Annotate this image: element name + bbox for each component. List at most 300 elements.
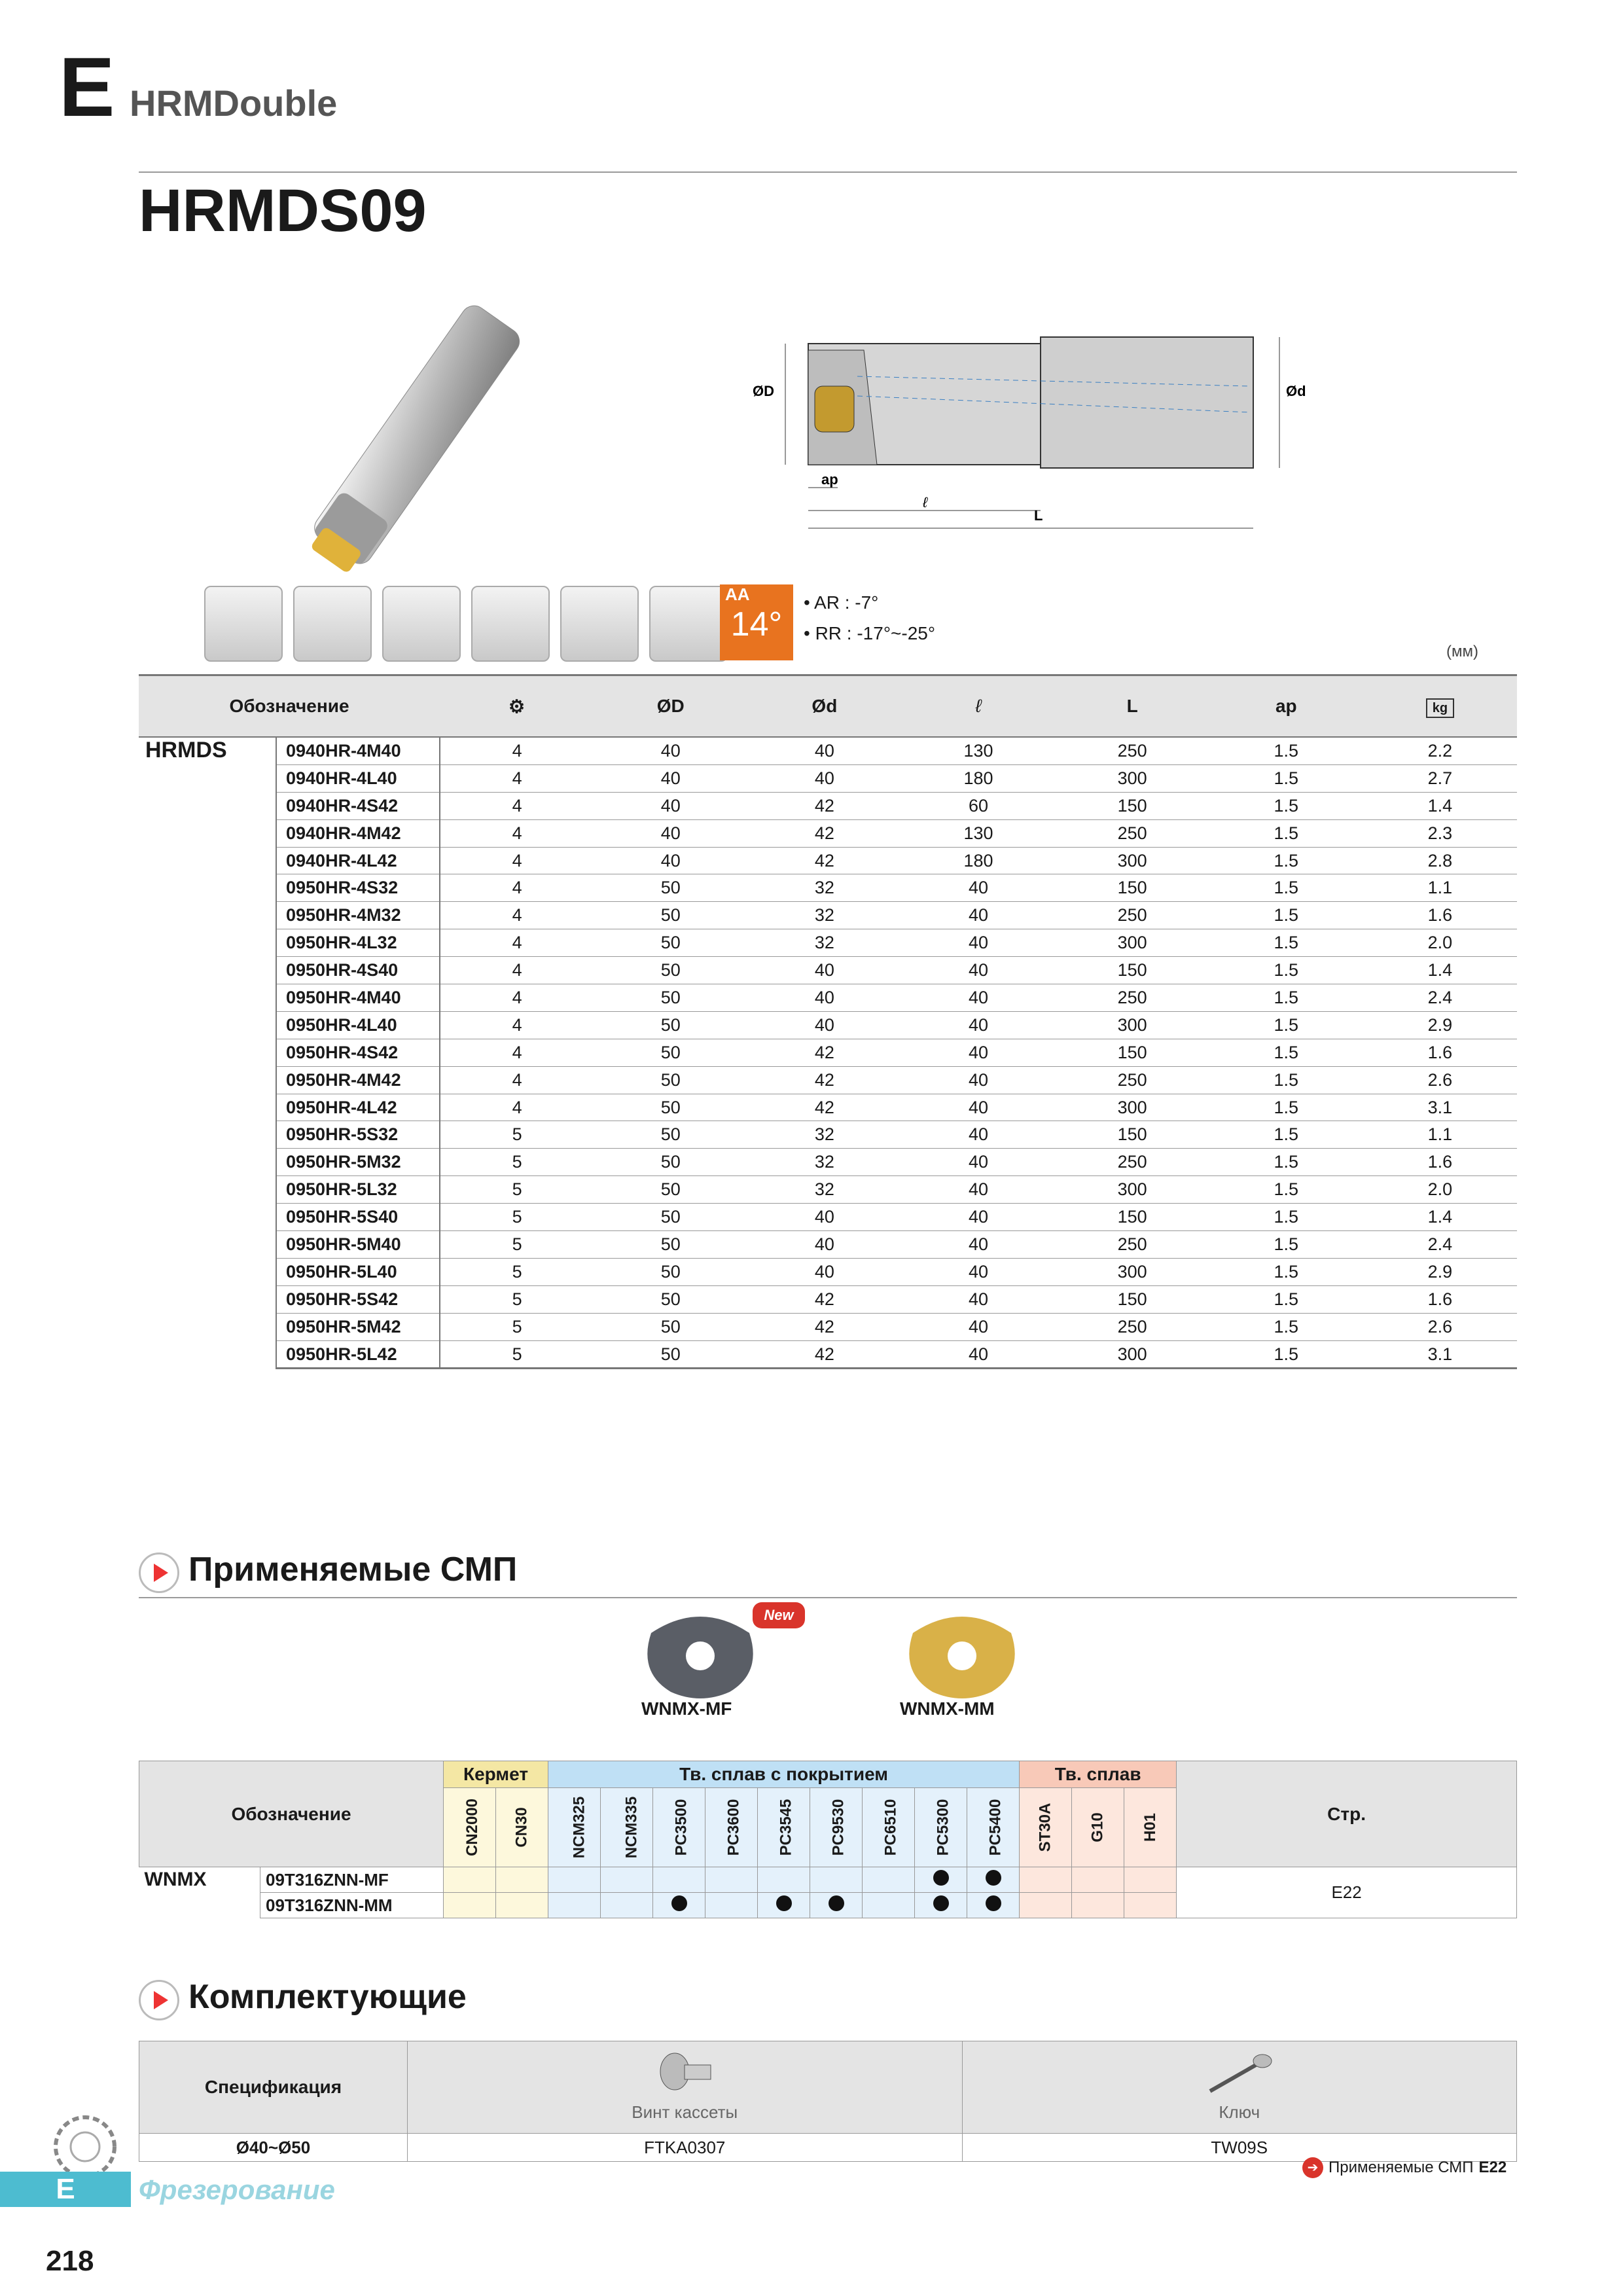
value-cell: 32 <box>747 929 901 957</box>
value-cell: 4 <box>440 819 594 847</box>
weight-icon: kg <box>1426 698 1454 718</box>
designation-cell: 0940HR-4L42 <box>276 847 440 874</box>
table-row <box>139 1121 1517 1149</box>
insert-series-cell: WNMX <box>144 1869 207 1891</box>
value-cell: 2.8 <box>1363 847 1517 874</box>
value-cell: 50 <box>594 874 747 902</box>
table-row <box>139 1285 1517 1313</box>
value-cell: 1.5 <box>1209 1149 1363 1176</box>
availability-dot-icon <box>986 1895 1001 1911</box>
ar-angle: • AR : -7° <box>804 592 879 613</box>
value-cell: 1.4 <box>1363 957 1517 984</box>
grade-cell <box>444 1893 496 1918</box>
insert-row <box>139 1867 1517 1893</box>
value-cell: 250 <box>1056 737 1209 764</box>
value-cell: 50 <box>594 1285 747 1313</box>
value-cell: 2.9 <box>1363 1011 1517 1039</box>
value-cell: 1.1 <box>1363 1121 1517 1149</box>
table-row <box>139 929 1517 957</box>
value-cell: 40 <box>901 1258 1055 1285</box>
value-cell: 32 <box>747 1176 901 1204</box>
value-cell: 4 <box>440 1094 594 1121</box>
value-cell: 40 <box>901 1176 1055 1204</box>
value-cell: 42 <box>747 1340 901 1369</box>
pocket-milling-icon <box>471 586 550 662</box>
grade-cell <box>967 1893 1020 1918</box>
designation-cell: 0950HR-5M32 <box>276 1149 440 1176</box>
value-cell: 250 <box>1056 1313 1209 1340</box>
col-L: L <box>1056 675 1209 738</box>
carbide-header: Тв. сплав <box>1020 1761 1177 1788</box>
value-cell: 150 <box>1056 1121 1209 1149</box>
value-cell: 4 <box>440 957 594 984</box>
model-title: HRMDS09 <box>139 177 427 244</box>
screw-cell: FTKA0307 <box>408 2134 963 2162</box>
designation-cell: 0950HR-5S42 <box>276 1285 440 1313</box>
screw-header <box>408 2041 963 2134</box>
value-cell: 1.5 <box>1209 1231 1363 1259</box>
table-row <box>139 737 1517 764</box>
designation-cell: 0940HR-4M40 <box>276 737 440 764</box>
coated-header: Тв. сплав с покрытием <box>548 1761 1020 1788</box>
value-cell: 40 <box>901 1204 1055 1231</box>
value-cell: 50 <box>594 957 747 984</box>
grade-cell <box>863 1893 915 1918</box>
value-cell: 150 <box>1056 1204 1209 1231</box>
footer-ref[interactable] <box>1302 2157 1507 2178</box>
insert-mm-label: WNMX-MM <box>900 1698 995 1719</box>
designation-cell: 0950HR-5M42 <box>276 1313 440 1340</box>
value-cell: 1.1 <box>1363 874 1517 902</box>
value-cell: 32 <box>747 1121 901 1149</box>
grade-header <box>810 1788 863 1867</box>
value-cell: 5 <box>440 1313 594 1340</box>
designation-cell: 0950HR-5L42 <box>276 1340 440 1369</box>
grade-label: PC5400 <box>986 1799 1005 1856</box>
availability-dot-icon <box>933 1895 949 1911</box>
value-cell: 2.0 <box>1363 929 1517 957</box>
tool-photo <box>249 288 589 576</box>
screw-label: Винт кассеты <box>632 2102 738 2122</box>
value-cell: 40 <box>901 929 1055 957</box>
value-cell: 40 <box>901 984 1055 1012</box>
value-cell: 5 <box>440 1258 594 1285</box>
value-cell: 4 <box>440 847 594 874</box>
value-cell: 5 <box>440 1231 594 1259</box>
value-cell: 50 <box>594 1149 747 1176</box>
value-cell: 4 <box>440 902 594 929</box>
grade-header <box>967 1788 1020 1867</box>
designation-cell: 0950HR-4L40 <box>276 1011 440 1039</box>
value-cell: 50 <box>594 1204 747 1231</box>
value-cell: 300 <box>1056 764 1209 792</box>
value-cell: 2.3 <box>1363 819 1517 847</box>
inserts-title: Применяемые СМП <box>188 1551 518 1588</box>
col-d: Ød <box>747 675 901 738</box>
value-cell: 40 <box>901 1231 1055 1259</box>
value-cell: 300 <box>1056 929 1209 957</box>
value-cell: 50 <box>594 1231 747 1259</box>
rr-angle: • RR : -17°~-25° <box>804 623 936 643</box>
table-row <box>139 1149 1517 1176</box>
value-cell: 42 <box>747 819 901 847</box>
aa-angle: 14° <box>730 605 783 643</box>
designation-cell: 0950HR-4L42 <box>276 1094 440 1121</box>
value-cell: 40 <box>901 1066 1055 1094</box>
feature-icons <box>204 586 728 662</box>
col-od: ØD <box>594 675 747 738</box>
grade-header <box>758 1788 810 1867</box>
grade-cell <box>705 1893 758 1918</box>
value-cell: 42 <box>747 847 901 874</box>
value-cell: 1.5 <box>1209 737 1363 764</box>
designation-cell: 0940HR-4L40 <box>276 764 440 792</box>
value-cell: 250 <box>1056 1231 1209 1259</box>
grade-header <box>548 1788 601 1867</box>
col-l: ℓ <box>901 675 1055 738</box>
key-cell: TW09S <box>962 2134 1517 2162</box>
grade-header <box>915 1788 967 1867</box>
designation-cell: 0940HR-4M42 <box>276 819 440 847</box>
value-cell: 42 <box>747 1285 901 1313</box>
label-od: ØD <box>753 383 774 399</box>
value-cell: 3.1 <box>1363 1340 1517 1369</box>
grade-label: PC3545 <box>777 1799 795 1856</box>
grade-header <box>444 1788 496 1867</box>
key-header <box>962 2041 1517 2134</box>
grade-cell <box>653 1893 705 1918</box>
value-cell: 1.5 <box>1209 1039 1363 1066</box>
designation-cell: 0950HR-5L32 <box>276 1176 440 1204</box>
value-cell: 2.4 <box>1363 984 1517 1012</box>
grade-cell <box>653 1867 705 1893</box>
key-label: Ключ <box>1219 2102 1260 2122</box>
grade-cell <box>1020 1867 1072 1893</box>
grade-label: PC6510 <box>882 1799 900 1856</box>
grade-header <box>653 1788 705 1867</box>
table-row <box>139 1011 1517 1039</box>
value-cell: 40 <box>901 1039 1055 1066</box>
value-cell: 1.5 <box>1209 929 1363 957</box>
grade-cell <box>496 1893 548 1918</box>
grade-cell <box>1020 1893 1072 1918</box>
value-cell: 1.5 <box>1209 902 1363 929</box>
designation-cell: 0950HR-5M40 <box>276 1231 440 1259</box>
table-row <box>139 1258 1517 1285</box>
grade-cell <box>967 1867 1020 1893</box>
value-cell: 1.5 <box>1209 819 1363 847</box>
value-cell: 1.5 <box>1209 1121 1363 1149</box>
value-cell: 32 <box>747 902 901 929</box>
col-teeth <box>440 675 594 738</box>
value-cell: 42 <box>747 1066 901 1094</box>
value-cell: 40 <box>901 1094 1055 1121</box>
value-cell: 1.5 <box>1209 1066 1363 1094</box>
value-cell: 40 <box>747 957 901 984</box>
value-cell: 4 <box>440 1011 594 1039</box>
value-cell: 2.7 <box>1363 764 1517 792</box>
value-cell: 1.5 <box>1209 1011 1363 1039</box>
value-cell: 180 <box>901 764 1055 792</box>
value-cell: 1.6 <box>1363 902 1517 929</box>
value-cell: 4 <box>440 1039 594 1066</box>
value-cell: 1.6 <box>1363 1285 1517 1313</box>
value-cell: 40 <box>594 737 747 764</box>
value-cell: 40 <box>901 1011 1055 1039</box>
grade-label: PC3600 <box>724 1799 743 1856</box>
grade-header <box>1124 1788 1177 1867</box>
new-badge: New <box>753 1602 805 1628</box>
table-row <box>139 847 1517 874</box>
grade-label: PC5300 <box>934 1799 952 1856</box>
grade-label: PC3500 <box>672 1799 690 1856</box>
value-cell: 40 <box>747 1204 901 1231</box>
availability-dot-icon <box>829 1895 844 1911</box>
value-cell: 40 <box>901 1285 1055 1313</box>
value-cell: 40 <box>901 902 1055 929</box>
page-ref-cell[interactable]: E22 <box>1177 1867 1517 1918</box>
value-cell: 32 <box>747 874 901 902</box>
footer-ref-text: Применяемые СМП <box>1329 2159 1474 2176</box>
value-cell: 250 <box>1056 902 1209 929</box>
designation-cell: 0950HR-5L40 <box>276 1258 440 1285</box>
value-cell: 300 <box>1056 1258 1209 1285</box>
designation-cell: 0950HR-4M32 <box>276 902 440 929</box>
col-weight <box>1363 675 1517 738</box>
screw-icon <box>655 2052 714 2098</box>
grade-cell <box>601 1867 653 1893</box>
value-cell: 150 <box>1056 1285 1209 1313</box>
value-cell: 2.2 <box>1363 737 1517 764</box>
table-row <box>139 984 1517 1012</box>
insert-code-cell: 09T316ZNN-MF <box>260 1867 444 1893</box>
grade-cell <box>496 1867 548 1893</box>
col-ap: ap <box>1209 675 1363 738</box>
table-row <box>139 1231 1517 1259</box>
value-cell: 40 <box>594 819 747 847</box>
section-play-icon-2 <box>139 1980 179 2020</box>
table-row <box>139 1039 1517 1066</box>
spec-header: Спецификация <box>139 2041 408 2134</box>
value-cell: 4 <box>440 929 594 957</box>
value-cell: 42 <box>747 1313 901 1340</box>
value-cell: 250 <box>1056 984 1209 1012</box>
grade-label: NCM325 <box>570 1796 588 1859</box>
value-cell: 4 <box>440 1066 594 1094</box>
value-cell: 1.5 <box>1209 1176 1363 1204</box>
designation-cell: 0950HR-4S42 <box>276 1039 440 1066</box>
insert-mf-label: WNMX-MF <box>641 1698 732 1719</box>
value-cell: 50 <box>594 1066 747 1094</box>
value-cell: 40 <box>901 874 1055 902</box>
grade-header <box>863 1788 915 1867</box>
value-cell: 4 <box>440 764 594 792</box>
grade-header <box>496 1788 548 1867</box>
table-row <box>139 1094 1517 1121</box>
value-cell: 50 <box>594 929 747 957</box>
value-cell: 300 <box>1056 847 1209 874</box>
face-milling-icon <box>204 586 283 662</box>
value-cell: 40 <box>747 737 901 764</box>
grade-label: CN30 <box>512 1807 531 1848</box>
designation-cell: 0950HR-4S32 <box>276 874 440 902</box>
teeth-icon: ⚙ <box>508 696 526 717</box>
value-cell: 40 <box>901 957 1055 984</box>
grade-header <box>1020 1788 1072 1867</box>
value-cell: 50 <box>594 902 747 929</box>
grade-cell <box>1072 1867 1124 1893</box>
designation-cell: 0950HR-4M42 <box>276 1066 440 1094</box>
value-cell: 1.5 <box>1209 1285 1363 1313</box>
label-d: Ød <box>1286 383 1306 399</box>
grade-label: PC9530 <box>829 1799 847 1856</box>
value-cell: 5 <box>440 1285 594 1313</box>
label-ap: ap <box>821 471 838 488</box>
grade-cell <box>915 1893 967 1918</box>
grade-cell <box>1124 1893 1177 1918</box>
value-cell: 150 <box>1056 957 1209 984</box>
slot-milling-icon <box>382 586 461 662</box>
value-cell: 42 <box>747 792 901 819</box>
section-letter: E <box>59 41 115 134</box>
value-cell: 150 <box>1056 1039 1209 1066</box>
grade-cell <box>548 1893 601 1918</box>
value-cell: 1.5 <box>1209 764 1363 792</box>
label-L: L <box>1034 507 1043 524</box>
inserts-rule <box>139 1597 1517 1598</box>
designation-cell: 0950HR-5S40 <box>276 1204 440 1231</box>
value-cell: 250 <box>1056 819 1209 847</box>
value-cell: 300 <box>1056 1011 1209 1039</box>
grade-cell <box>758 1867 810 1893</box>
col-designation: Обозначение <box>139 675 440 738</box>
table-row <box>139 874 1517 902</box>
value-cell: 40 <box>594 847 747 874</box>
value-cell: 40 <box>747 1231 901 1259</box>
value-cell: 2.0 <box>1363 1176 1517 1204</box>
grade-cell <box>705 1867 758 1893</box>
cermet-header: Кермет <box>444 1761 548 1788</box>
footer-section: Фрезерование <box>139 2174 335 2205</box>
profile-milling-icon <box>560 586 639 662</box>
aa-label: AA <box>725 584 750 604</box>
designation-cell: 0950HR-5S32 <box>276 1121 440 1149</box>
value-cell: 40 <box>901 1340 1055 1369</box>
grade-cell <box>863 1867 915 1893</box>
availability-dot-icon <box>776 1895 792 1911</box>
grade-cell <box>1124 1867 1177 1893</box>
page-header: Стр. <box>1177 1761 1517 1867</box>
grade-label: H01 <box>1141 1812 1159 1842</box>
value-cell: 4 <box>440 737 594 764</box>
value-cell: 130 <box>901 737 1055 764</box>
availability-dot-icon <box>986 1870 1001 1886</box>
value-cell: 1.6 <box>1363 1149 1517 1176</box>
grade-cell <box>444 1867 496 1893</box>
value-cell: 50 <box>594 1011 747 1039</box>
value-cell: 50 <box>594 1039 747 1066</box>
value-cell: 5 <box>440 1204 594 1231</box>
value-cell: 5 <box>440 1149 594 1176</box>
technical-drawing <box>746 324 1335 540</box>
table-row <box>139 1066 1517 1094</box>
insert-series-cell <box>139 1893 260 1918</box>
value-cell: 150 <box>1056 792 1209 819</box>
value-cell: 4 <box>440 792 594 819</box>
insert-mm-image <box>900 1607 1024 1698</box>
table-row <box>139 764 1517 792</box>
range-cell: Ø40~Ø50 <box>139 2134 408 2162</box>
grade-cell <box>810 1893 863 1918</box>
value-cell: 40 <box>901 1149 1055 1176</box>
value-cell: 40 <box>747 984 901 1012</box>
series-name: HRMDouble <box>130 82 338 124</box>
grade-cell <box>810 1867 863 1893</box>
table-row <box>139 1176 1517 1204</box>
value-cell: 5 <box>440 1121 594 1149</box>
grade-label: ST30A <box>1036 1803 1054 1852</box>
value-cell: 32 <box>747 1149 901 1176</box>
footer-ref-page: E22 <box>1478 2159 1507 2176</box>
value-cell: 250 <box>1056 1149 1209 1176</box>
value-cell: 180 <box>901 847 1055 874</box>
grade-header <box>705 1788 758 1867</box>
value-cell: 40 <box>747 1011 901 1039</box>
grade-label: CN2000 <box>463 1798 482 1857</box>
value-cell: 50 <box>594 1121 747 1149</box>
shoulder-milling-icon <box>293 586 372 662</box>
unit-label: (мм) <box>1446 643 1478 660</box>
value-cell: 1.5 <box>1209 984 1363 1012</box>
value-cell: 1.4 <box>1363 792 1517 819</box>
accessories-table <box>139 2041 1517 2162</box>
label-l: ℓ <box>923 494 928 511</box>
availability-dot-icon <box>671 1895 687 1911</box>
table-row <box>139 1313 1517 1340</box>
insert-mf-image <box>638 1607 762 1698</box>
value-cell: 1.4 <box>1363 1204 1517 1231</box>
value-cell: 1.5 <box>1209 874 1363 902</box>
specs-table <box>139 674 1517 1369</box>
value-cell: 40 <box>901 1121 1055 1149</box>
grade-label: NCM335 <box>622 1796 641 1859</box>
value-cell: 300 <box>1056 1176 1209 1204</box>
value-cell: 300 <box>1056 1340 1209 1369</box>
value-cell: 40 <box>747 764 901 792</box>
value-cell: 2.4 <box>1363 1231 1517 1259</box>
page-number: 218 <box>46 2245 94 2277</box>
grade-header <box>601 1788 653 1867</box>
series-cell: HRMDS <box>139 737 276 1369</box>
table-row <box>139 1340 1517 1369</box>
value-cell: 300 <box>1056 1094 1209 1121</box>
value-cell: 1.5 <box>1209 792 1363 819</box>
value-cell: 2.6 <box>1363 1313 1517 1340</box>
grade-header <box>1072 1788 1124 1867</box>
grade-cell <box>758 1893 810 1918</box>
value-cell: 50 <box>594 984 747 1012</box>
value-cell: 2.6 <box>1363 1066 1517 1094</box>
value-cell: 50 <box>594 1340 747 1369</box>
value-cell: 2.9 <box>1363 1258 1517 1285</box>
value-cell: 40 <box>747 1258 901 1285</box>
value-cell: 50 <box>594 1258 747 1285</box>
insert-code-cell: 09T316ZNN-MM <box>260 1893 444 1918</box>
key-icon <box>1204 2052 1275 2098</box>
coolant-icon <box>649 586 728 662</box>
value-cell: 60 <box>901 792 1055 819</box>
angle-badge <box>720 584 793 660</box>
